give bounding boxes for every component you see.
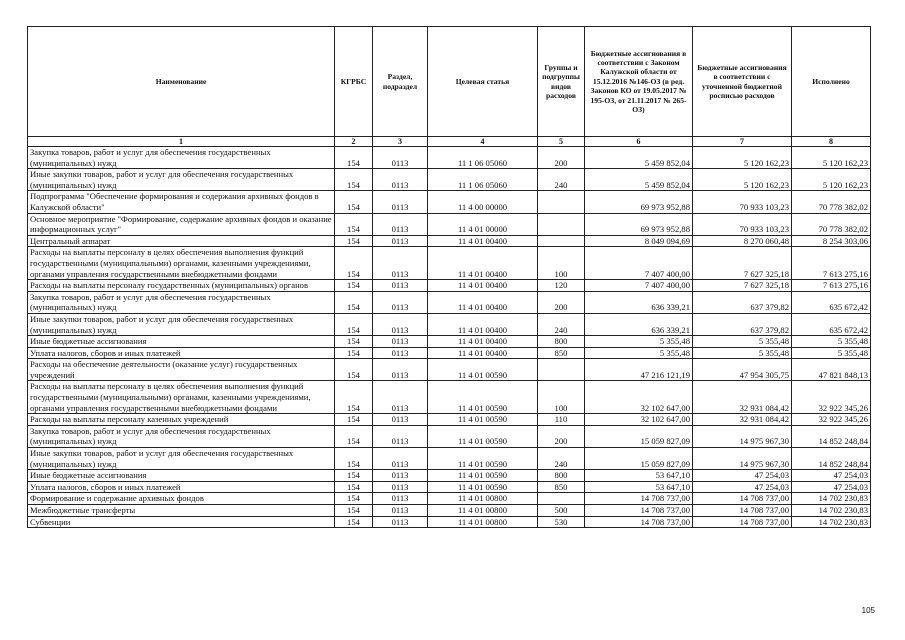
row-budget-cell: 7 407 400,00 — [585, 247, 693, 280]
row-name-cell: Уплата налогов, сборов и иных платежей — [28, 347, 335, 359]
row-executed-cell: 47 254,03 — [792, 481, 871, 493]
row-group-cell: 800 — [538, 470, 585, 482]
row-budget-list-cell: 637 379,82 — [693, 291, 792, 313]
row-section-cell: 0113 — [373, 213, 428, 235]
column-header-section: Раздел, подраздел — [373, 27, 428, 137]
row-budget-list-cell: 7 627 325,18 — [693, 280, 792, 292]
column-header-kgrbs: КГРБС — [335, 27, 373, 137]
row-executed-cell: 47 254,03 — [792, 470, 871, 482]
row-executed-cell: 635 672,42 — [792, 291, 871, 313]
row-section-cell: 0113 — [373, 516, 428, 528]
row-executed-cell: 32 922 345,26 — [792, 381, 871, 414]
row-budget-cell: 47 216 121,19 — [585, 359, 693, 381]
row-target-cell: 11 4 01 00000 — [428, 213, 538, 235]
table-row — [28, 247, 871, 280]
column-header-executed: Исполнено — [792, 27, 871, 137]
table-row — [28, 481, 871, 493]
row-target-cell: 11 4 01 00800 — [428, 516, 538, 528]
row-group-cell: 850 — [538, 347, 585, 359]
column-number: 3 — [373, 137, 428, 147]
row-target-cell: 11 4 01 00400 — [428, 235, 538, 247]
row-section-cell: 0113 — [373, 235, 428, 247]
row-name-cell: Закупка товаров, работ и услуг для обеспечения государственных (муниципальных) нужд — [28, 425, 335, 447]
row-budget-cell: 14 708 737,00 — [585, 516, 693, 528]
row-kgrbs-cell: 154 — [335, 147, 373, 169]
row-section-cell: 0113 — [373, 247, 428, 280]
row-executed-cell: 14 702 230,83 — [792, 516, 871, 528]
row-budget-list-cell: 47 254,03 — [693, 470, 792, 482]
row-executed-cell: 7 613 275,16 — [792, 280, 871, 292]
row-section-cell: 0113 — [373, 414, 428, 426]
row-kgrbs-cell: 154 — [335, 169, 373, 191]
row-name-cell: Закупка товаров, работ и услуг для обеспечения государственных (муниципальных) нужд — [28, 147, 335, 169]
row-section-cell: 0113 — [373, 381, 428, 414]
row-group-cell: 240 — [538, 313, 585, 335]
table-row — [28, 213, 871, 235]
header-row — [28, 27, 871, 137]
column-number-row — [28, 137, 871, 147]
row-section-cell: 0113 — [373, 448, 428, 470]
row-executed-cell: 14 702 230,83 — [792, 505, 871, 517]
table-row — [28, 313, 871, 335]
table-row — [28, 347, 871, 359]
row-target-cell: 11 4 00 00000 — [428, 191, 538, 213]
row-group-cell: 530 — [538, 516, 585, 528]
row-budget-cell: 69 973 952,88 — [585, 191, 693, 213]
row-section-cell: 0113 — [373, 336, 428, 348]
row-executed-cell: 5 355,48 — [792, 347, 871, 359]
row-executed-cell: 70 778 382,02 — [792, 213, 871, 235]
row-name-cell: Иные бюджетные ассигнования — [28, 336, 335, 348]
row-executed-cell: 14 852 248,84 — [792, 425, 871, 447]
row-target-cell: 11 4 01 00400 — [428, 247, 538, 280]
row-kgrbs-cell: 154 — [335, 493, 373, 505]
row-target-cell: 11 4 01 00400 — [428, 280, 538, 292]
row-name-cell: Расходы на обеспечение деятельности (оказание услуг) государственных учреждений — [28, 359, 335, 381]
row-budget-list-cell: 70 933 103,23 — [693, 213, 792, 235]
row-budget-cell: 636 339,21 — [585, 313, 693, 335]
row-target-cell: 11 4 01 00800 — [428, 505, 538, 517]
table-row — [28, 291, 871, 313]
row-group-cell: 100 — [538, 247, 585, 280]
row-name-cell: Формирование и содержание архивных фондов — [28, 493, 335, 505]
column-header-budget-list: Бюджетные ассигнования в соответствии с уточненной бюджетной росписью расходов — [693, 27, 792, 137]
row-section-cell: 0113 — [373, 481, 428, 493]
column-header-group: Группы и подгруппы видов расходов — [538, 27, 585, 137]
row-budget-cell: 5 459 852,04 — [585, 169, 693, 191]
row-kgrbs-cell: 154 — [335, 516, 373, 528]
row-name-cell: Центральный аппарат — [28, 235, 335, 247]
row-group-cell: 800 — [538, 336, 585, 348]
row-target-cell: 11 4 01 00590 — [428, 414, 538, 426]
row-executed-cell: 14 702 230,83 — [792, 493, 871, 505]
row-group-cell: 200 — [538, 425, 585, 447]
row-name-cell: Расходы на выплаты персоналу в целях обеспечения выполнения функций государственными (муниципальными) органами, казенными учреждениями, органами управления государственными внебюджетными фондами — [28, 381, 335, 414]
row-target-cell: 11 4 01 00400 — [428, 347, 538, 359]
row-target-cell: 11 4 01 00400 — [428, 313, 538, 335]
row-target-cell: 11 4 01 00590 — [428, 470, 538, 482]
row-budget-list-cell: 5 120 162,23 — [693, 169, 792, 191]
row-group-cell — [538, 213, 585, 235]
table-row — [28, 336, 871, 348]
row-executed-cell: 635 672,42 — [792, 313, 871, 335]
page-number: 105 — [861, 606, 875, 615]
row-budget-cell: 5 459 852,04 — [585, 147, 693, 169]
row-group-cell — [538, 493, 585, 505]
table-body — [28, 147, 871, 528]
row-target-cell: 11 1 06 05060 — [428, 147, 538, 169]
row-name-cell: Иные бюджетные ассигнования — [28, 470, 335, 482]
row-budget-cell: 69 973 952,88 — [585, 213, 693, 235]
table-row — [28, 359, 871, 381]
row-section-cell: 0113 — [373, 147, 428, 169]
row-budget-list-cell: 47 954 305,75 — [693, 359, 792, 381]
table-row — [28, 516, 871, 528]
row-group-cell: 100 — [538, 381, 585, 414]
row-kgrbs-cell: 154 — [335, 280, 373, 292]
row-budget-cell: 7 407 400,00 — [585, 280, 693, 292]
table-row — [28, 470, 871, 482]
row-budget-cell: 15 059 827,09 — [585, 425, 693, 447]
row-name-cell: Уплата налогов, сборов и иных платежей — [28, 481, 335, 493]
row-group-cell: 200 — [538, 291, 585, 313]
row-name-cell: Расходы на выплаты персоналу в целях обеспечения выполнения функций государственными (муниципальными) органами, казенными учреждениями, органами управления государственными внебюджетными фондами — [28, 247, 335, 280]
column-number: 6 — [585, 137, 693, 147]
table-row — [28, 235, 871, 247]
table-row — [28, 414, 871, 426]
row-kgrbs-cell: 154 — [335, 414, 373, 426]
table-row — [28, 169, 871, 191]
row-executed-cell: 70 778 382,02 — [792, 191, 871, 213]
row-group-cell: 500 — [538, 505, 585, 517]
row-target-cell: 11 4 01 00400 — [428, 336, 538, 348]
column-number: 7 — [693, 137, 792, 147]
row-section-cell: 0113 — [373, 425, 428, 447]
table-row — [28, 280, 871, 292]
row-kgrbs-cell: 154 — [335, 336, 373, 348]
row-section-cell: 0113 — [373, 470, 428, 482]
row-name-cell: Закупка товаров, работ и услуг для обеспечения государственных (муниципальных) нужд — [28, 291, 335, 313]
row-section-cell: 0113 — [373, 359, 428, 381]
row-budget-list-cell: 47 254,03 — [693, 481, 792, 493]
row-section-cell: 0113 — [373, 280, 428, 292]
row-kgrbs-cell: 154 — [335, 247, 373, 280]
row-kgrbs-cell: 154 — [335, 213, 373, 235]
row-budget-list-cell: 70 933 103,23 — [693, 191, 792, 213]
table-row — [28, 505, 871, 517]
row-budget-list-cell: 32 931 084,42 — [693, 414, 792, 426]
column-number: 1 — [28, 137, 335, 147]
row-kgrbs-cell: 154 — [335, 381, 373, 414]
column-number: 2 — [335, 137, 373, 147]
row-name-cell: Подпрограмма "Обеспечение формирования и содержания архивных фондов в Калужской области" — [28, 191, 335, 213]
row-group-cell: 200 — [538, 147, 585, 169]
row-group-cell: 240 — [538, 169, 585, 191]
row-target-cell: 11 4 01 00800 — [428, 493, 538, 505]
row-budget-cell: 14 708 737,00 — [585, 505, 693, 517]
table-row — [28, 448, 871, 470]
row-budget-cell: 32 102 647,00 — [585, 381, 693, 414]
row-target-cell: 11 4 01 00590 — [428, 425, 538, 447]
row-target-cell: 11 4 01 00590 — [428, 381, 538, 414]
row-name-cell: Иные закупки товаров, работ и услуг для обеспечения государственных (муниципальных) нужд — [28, 313, 335, 335]
row-executed-cell: 8 254 303,06 — [792, 235, 871, 247]
row-budget-list-cell: 14 708 737,00 — [693, 516, 792, 528]
row-target-cell: 11 4 01 00400 — [428, 291, 538, 313]
row-kgrbs-cell: 154 — [335, 470, 373, 482]
table-row — [28, 425, 871, 447]
row-section-cell: 0113 — [373, 291, 428, 313]
column-number: 5 — [538, 137, 585, 147]
row-budget-list-cell: 14 975 967,30 — [693, 425, 792, 447]
row-budget-list-cell: 637 379,82 — [693, 313, 792, 335]
row-kgrbs-cell: 154 — [335, 191, 373, 213]
row-budget-cell: 5 355,48 — [585, 336, 693, 348]
row-group-cell — [538, 235, 585, 247]
table-row — [28, 191, 871, 213]
row-budget-cell: 53 647,10 — [585, 481, 693, 493]
table-row — [28, 147, 871, 169]
row-section-cell: 0113 — [373, 505, 428, 517]
row-budget-cell: 636 339,21 — [585, 291, 693, 313]
row-kgrbs-cell: 154 — [335, 505, 373, 517]
row-kgrbs-cell: 154 — [335, 291, 373, 313]
row-kgrbs-cell: 154 — [335, 313, 373, 335]
row-executed-cell: 32 922 345,26 — [792, 414, 871, 426]
row-kgrbs-cell: 154 — [335, 448, 373, 470]
row-budget-cell: 53 647,10 — [585, 470, 693, 482]
row-budget-cell: 14 708 737,00 — [585, 493, 693, 505]
column-header-name: Наименование — [28, 27, 335, 137]
row-section-cell: 0113 — [373, 347, 428, 359]
row-kgrbs-cell: 154 — [335, 235, 373, 247]
row-budget-list-cell: 8 270 060,48 — [693, 235, 792, 247]
row-group-cell — [538, 191, 585, 213]
row-section-cell: 0113 — [373, 313, 428, 335]
row-name-cell: Иные закупки товаров, работ и услуг для обеспечения государственных (муниципальных) нужд — [28, 169, 335, 191]
row-group-cell: 120 — [538, 280, 585, 292]
row-executed-cell: 47 821 848,13 — [792, 359, 871, 381]
column-number: 4 — [428, 137, 538, 147]
table-row — [28, 493, 871, 505]
row-name-cell: Межбюджетные трансферты — [28, 505, 335, 517]
row-target-cell: 11 4 01 00590 — [428, 448, 538, 470]
row-budget-cell: 15 059 827,09 — [585, 448, 693, 470]
row-budget-cell: 8 049 094,69 — [585, 235, 693, 247]
row-budget-list-cell: 5 355,48 — [693, 347, 792, 359]
row-executed-cell: 7 613 275,16 — [792, 247, 871, 280]
row-kgrbs-cell: 154 — [335, 347, 373, 359]
row-target-cell: 11 4 01 00590 — [428, 481, 538, 493]
row-name-cell: Субвенции — [28, 516, 335, 528]
column-header-target: Целевая статья — [428, 27, 538, 137]
row-budget-list-cell: 14 975 967,30 — [693, 448, 792, 470]
row-budget-cell: 5 355,48 — [585, 347, 693, 359]
row-executed-cell: 5 120 162,23 — [792, 147, 871, 169]
row-target-cell: 11 1 06 05060 — [428, 169, 538, 191]
row-budget-list-cell: 5 355,48 — [693, 336, 792, 348]
row-budget-list-cell: 14 708 737,00 — [693, 505, 792, 517]
row-name-cell: Расходы на выплаты персоналу казенных учреждений — [28, 414, 335, 426]
row-section-cell: 0113 — [373, 493, 428, 505]
row-group-cell — [538, 359, 585, 381]
row-section-cell: 0113 — [373, 169, 428, 191]
row-group-cell: 850 — [538, 481, 585, 493]
row-executed-cell: 14 852 248,84 — [792, 448, 871, 470]
row-group-cell: 240 — [538, 448, 585, 470]
row-budget-cell: 32 102 647,00 — [585, 414, 693, 426]
column-number: 8 — [792, 137, 871, 147]
row-target-cell: 11 4 01 00590 — [428, 359, 538, 381]
row-section-cell: 0113 — [373, 191, 428, 213]
table-row — [28, 381, 871, 414]
row-kgrbs-cell: 154 — [335, 359, 373, 381]
row-group-cell: 110 — [538, 414, 585, 426]
row-budget-list-cell: 32 931 084,42 — [693, 381, 792, 414]
row-name-cell: Расходы на выплаты персоналу государственных (муниципальных) органов — [28, 280, 335, 292]
row-name-cell: Основное мероприятие "Формирование, содержание архивных фондов и оказание информационных услуг" — [28, 213, 335, 235]
row-kgrbs-cell: 154 — [335, 481, 373, 493]
row-name-cell: Иные закупки товаров, работ и услуг для обеспечения государственных (муниципальных) нужд — [28, 448, 335, 470]
row-budget-list-cell: 7 627 325,18 — [693, 247, 792, 280]
budget-table — [27, 26, 871, 528]
row-executed-cell: 5 355,48 — [792, 336, 871, 348]
row-kgrbs-cell: 154 — [335, 425, 373, 447]
column-header-budget: Бюджетные ассигнования в соответствии с Законом Калужской области от 15.12.2016 №146-ОЗ (в ред. Законов КО от 19.05.2017 № 195-ОЗ, от 21.11.2017 № 265-ОЗ) — [585, 27, 693, 137]
row-budget-list-cell: 14 708 737,00 — [693, 493, 792, 505]
row-executed-cell: 5 120 162,23 — [792, 169, 871, 191]
row-budget-list-cell: 5 120 162,23 — [693, 147, 792, 169]
